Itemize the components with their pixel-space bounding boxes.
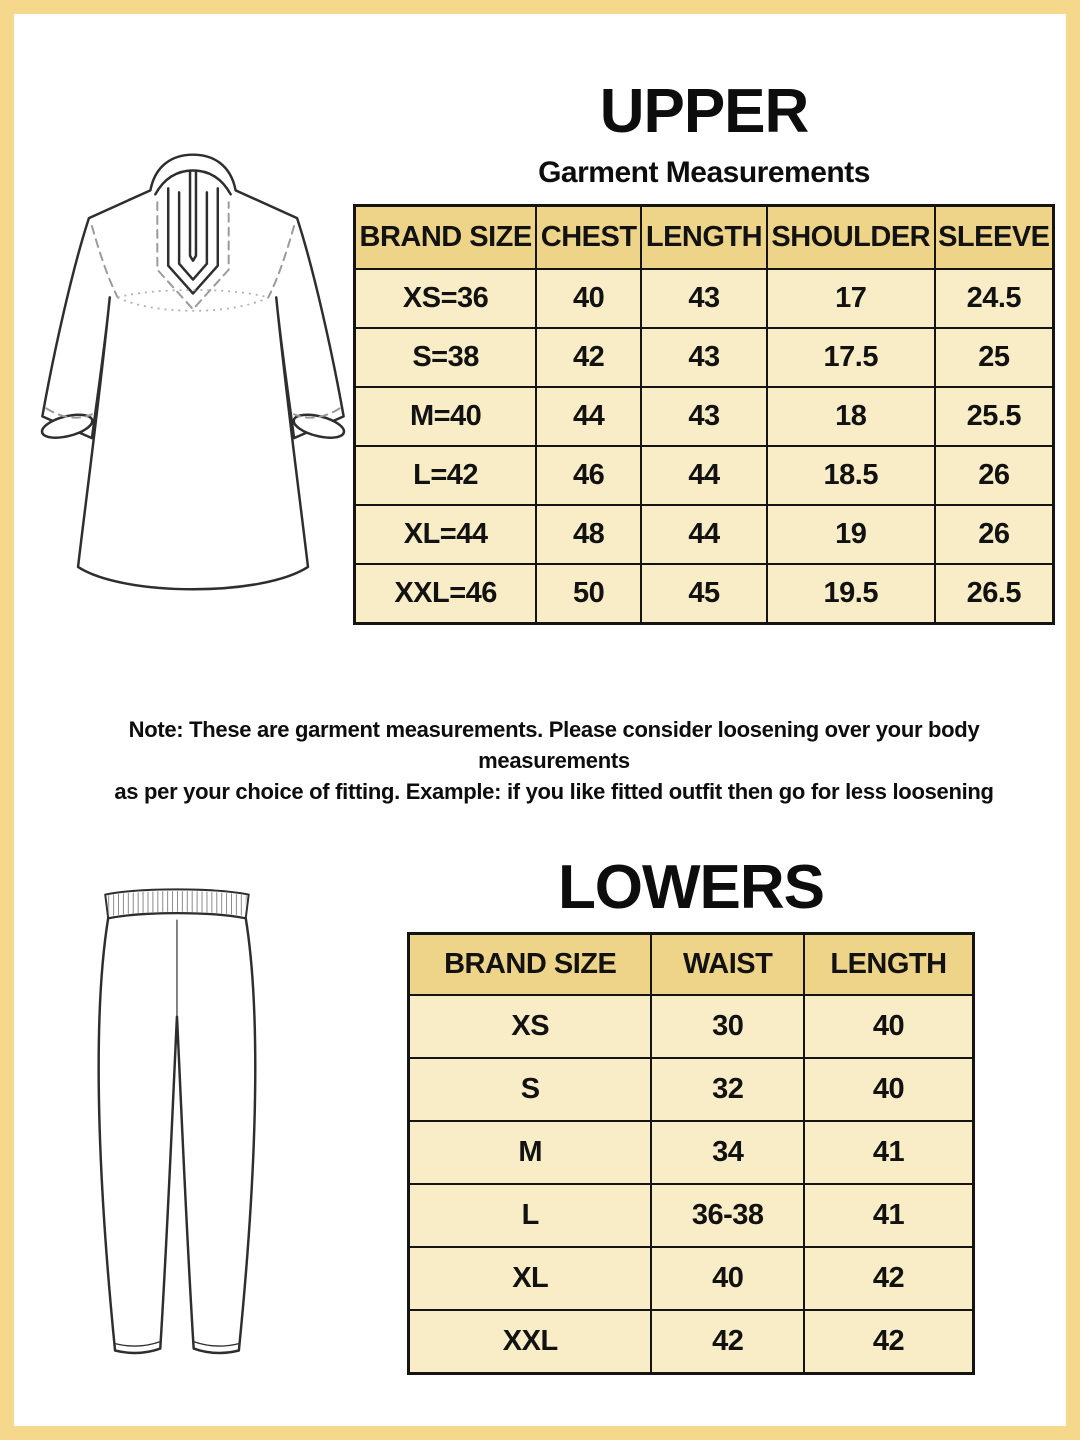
size-cell: 26.5: [935, 564, 1054, 624]
size-cell: M: [409, 1121, 652, 1184]
size-cell: 17.5: [767, 328, 935, 387]
size-cell: 48: [536, 505, 641, 564]
size-cell: 40: [536, 269, 641, 328]
size-row: [355, 269, 1054, 328]
lowers-size-table: [407, 932, 975, 1375]
size-cell: 18.5: [767, 446, 935, 505]
size-cell: 46: [536, 446, 641, 505]
size-cell: 25: [935, 328, 1054, 387]
size-row: [409, 995, 974, 1058]
size-cell: 41: [804, 1184, 974, 1247]
size-cell: L=42: [355, 446, 537, 505]
size-cell: XXL: [409, 1310, 652, 1374]
size-cell: 50: [536, 564, 641, 624]
kurta-illustration: [34, 119, 352, 674]
size-cell: XL=44: [355, 505, 537, 564]
upper-section-header: [354, 78, 1054, 190]
size-row: [355, 387, 1054, 446]
size-cell: XXL=46: [355, 564, 537, 624]
size-row: [409, 1247, 974, 1310]
size-cell: 42: [804, 1247, 974, 1310]
size-cell: 36-38: [651, 1184, 804, 1247]
column-header: CHEST: [536, 206, 641, 270]
size-cell: 41: [804, 1121, 974, 1184]
size-cell: 40: [651, 1247, 804, 1310]
upper-size-table: [353, 204, 1055, 625]
size-row: [409, 1184, 974, 1247]
lowers-section-header: [351, 854, 1031, 922]
note-line-2: as per your choice of fitting. Example: if you like fitted outfit then go for less loosening: [114, 779, 994, 804]
column-header: WAIST: [651, 934, 804, 996]
size-row: [355, 505, 1054, 564]
column-header: SLEEVE: [935, 206, 1054, 270]
size-cell: 32: [651, 1058, 804, 1121]
size-cell: 26: [935, 446, 1054, 505]
size-cell: 18: [767, 387, 935, 446]
lowers-title: LOWERS: [557, 853, 825, 922]
size-cell: 42: [651, 1310, 804, 1374]
size-cell: 40: [804, 995, 974, 1058]
size-cell: S=38: [355, 328, 537, 387]
size-row: [355, 564, 1054, 624]
size-row: [355, 446, 1054, 505]
column-header: SHOULDER: [767, 206, 935, 270]
size-row: [409, 1121, 974, 1184]
pants-illustration: [62, 876, 288, 1373]
header-row: [355, 206, 1054, 270]
measurement-note: [54, 714, 1054, 807]
size-cell: 44: [641, 446, 767, 505]
note-line-1: Note: These are garment measurements. Please consider loosening over your body measurements: [128, 717, 980, 773]
size-cell: XS: [409, 995, 652, 1058]
size-cell: 24.5: [935, 269, 1054, 328]
size-cell: XS=36: [355, 269, 537, 328]
column-header: LENGTH: [804, 934, 974, 996]
size-cell: XL: [409, 1247, 652, 1310]
size-cell: M=40: [355, 387, 537, 446]
size-cell: 42: [536, 328, 641, 387]
size-cell: 44: [641, 505, 767, 564]
size-cell: 43: [641, 328, 767, 387]
upper-subtitle: Garment Measurements: [538, 156, 870, 189]
header-row: [409, 934, 974, 996]
size-cell: L: [409, 1184, 652, 1247]
size-row: [355, 328, 1054, 387]
size-cell: 45: [641, 564, 767, 624]
upper-title: UPPER: [599, 77, 809, 146]
size-cell: S: [409, 1058, 652, 1121]
size-cell: 42: [804, 1310, 974, 1374]
column-header: BRAND SIZE: [355, 206, 537, 270]
size-cell: 26: [935, 505, 1054, 564]
size-cell: 44: [536, 387, 641, 446]
size-cell: 25.5: [935, 387, 1054, 446]
column-header: BRAND SIZE: [409, 934, 652, 996]
size-cell: 34: [651, 1121, 804, 1184]
size-cell: 19.5: [767, 564, 935, 624]
size-cell: 30: [651, 995, 804, 1058]
size-cell: 40: [804, 1058, 974, 1121]
size-row: [409, 1310, 974, 1374]
size-row: [409, 1058, 974, 1121]
column-header: LENGTH: [641, 206, 767, 270]
size-cell: 43: [641, 387, 767, 446]
size-cell: 43: [641, 269, 767, 328]
size-cell: 19: [767, 505, 935, 564]
size-cell: 17: [767, 269, 935, 328]
